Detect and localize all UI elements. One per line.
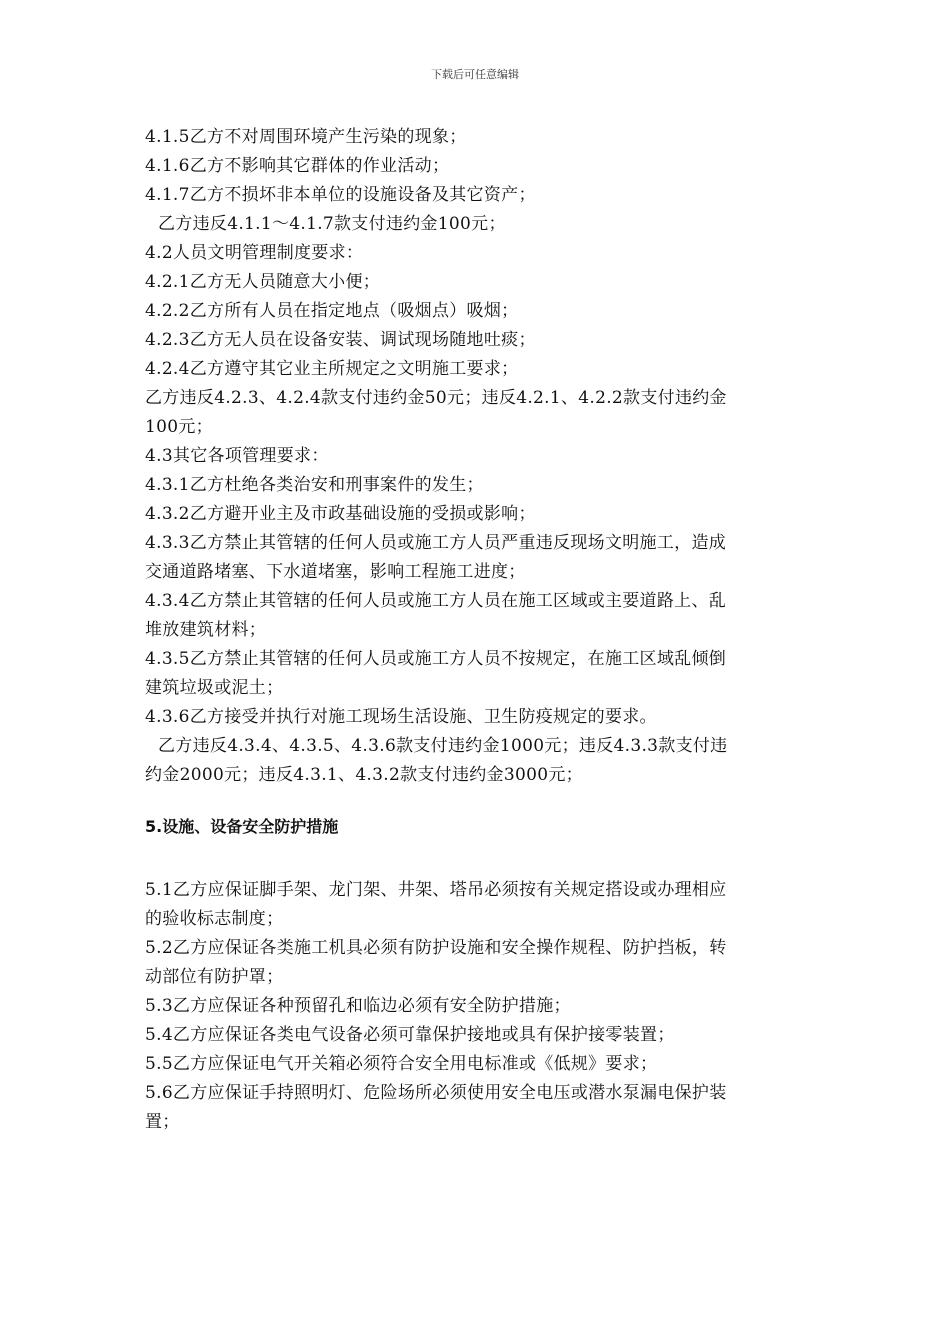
paragraph-line: 5.1乙方应保证脚手架、龙门架、井架、塔吊必须按有关规定搭设或办理相应 xyxy=(145,880,727,900)
paragraph-line: 4.3.2乙方避开业主及市政基础设施的受损或影响； xyxy=(145,504,536,524)
document-body xyxy=(145,123,815,1137)
paragraph-line: 5.3乙方应保证各种预留孔和临边必须有安全防护措施； xyxy=(145,996,571,1016)
paragraph-line: 4.2.1乙方无人员随意大小便； xyxy=(145,272,381,292)
section-heading: 5.设施、设备安全防护措施 xyxy=(145,817,339,836)
paragraph-line: 4.3.3乙方禁止其管辖的任何人员或施工方人员严重违反现场文明施工，造成 xyxy=(145,533,727,553)
subsection-title: 4.2人员文明管理制度要求： xyxy=(145,243,364,263)
paragraph-line: 5.5乙方应保证电气开关箱必须符合安全用电标准或《低规》要求； xyxy=(145,1054,658,1074)
paragraph-line: 4.2.4乙方遵守其它业主所规定之文明施工要求； xyxy=(145,359,519,379)
section-5-block xyxy=(145,876,815,1137)
paragraph-line-continued: 置； xyxy=(145,1112,180,1132)
subsection-title: 4.3其它各项管理要求： xyxy=(145,446,329,466)
penalty-line: 乙方违反4.1.1～4.1.7款支付违约金100元； xyxy=(158,214,506,234)
penalty-line-continued: 100元； xyxy=(145,417,213,437)
penalty-line-continued: 约金2000元；违反4.3.1、4.3.2款支付违约金3000元； xyxy=(145,765,583,785)
page-header: 下载后可任意编辑 xyxy=(431,68,519,81)
paragraph-line: 4.2.2乙方所有人员在指定地点（吸烟点）吸烟； xyxy=(145,301,519,321)
paragraph-line-continued: 交通道路堵塞、下水道堵塞，影响工程施工进度； xyxy=(145,562,526,582)
paragraph-line: 4.1.5乙方不对周围环境产生污染的现象； xyxy=(145,127,467,147)
paragraph-line: 5.4乙方应保证各类电气设备必须可靠保护接地或具有保护接零装置； xyxy=(145,1025,675,1045)
paragraph-line: 4.1.7乙方不损坏非本单位的设施设备及其它资产； xyxy=(145,185,536,205)
paragraph-line-continued: 建筑垃圾或泥土； xyxy=(145,678,284,698)
section-4-block xyxy=(145,123,815,790)
paragraph-line-continued: 动部位有防护罩； xyxy=(145,967,284,987)
paragraph-line: 4.2.3乙方无人员在设备安装、调试现场随地吐痰； xyxy=(145,330,536,350)
paragraph-line: 4.1.6乙方不影响其它群体的作业活动； xyxy=(145,156,450,176)
paragraph-line: 5.2乙方应保证各类施工机具必须有防护设施和安全操作规程、防护挡板，转 xyxy=(145,938,727,958)
penalty-line: 乙方违反4.3.4、4.3.5、4.3.6款支付违约金1000元；违反4.3.3款支付违 xyxy=(158,736,728,756)
paragraph-line: 4.3.1乙方杜绝各类治安和刑事案件的发生； xyxy=(145,475,484,495)
paragraph-line: 4.3.4乙方禁止其管辖的任何人员或施工方人员在施工区域或主要道路上、乱 xyxy=(145,591,727,611)
paragraph-line: 5.6乙方应保证手持照明灯、危险场所必须使用安全电压或潜水泵漏电保护装 xyxy=(145,1083,727,1103)
paragraph-line-continued: 堆放建筑材料； xyxy=(145,620,267,640)
paragraph-line: 4.3.5乙方禁止其管辖的任何人员或施工方人员不按规定，在施工区域乱倾倒 xyxy=(145,649,727,669)
paragraph-line: 4.3.6乙方接受并执行对施工现场生活设施、卫生防疫规定的要求。 xyxy=(145,707,657,727)
penalty-line: 乙方违反4.2.3、4.2.4款支付违约金50元；违反4.2.1、4.2.2款支付违约金 xyxy=(145,388,727,408)
paragraph-line-continued: 的验收标志制度； xyxy=(145,909,284,929)
